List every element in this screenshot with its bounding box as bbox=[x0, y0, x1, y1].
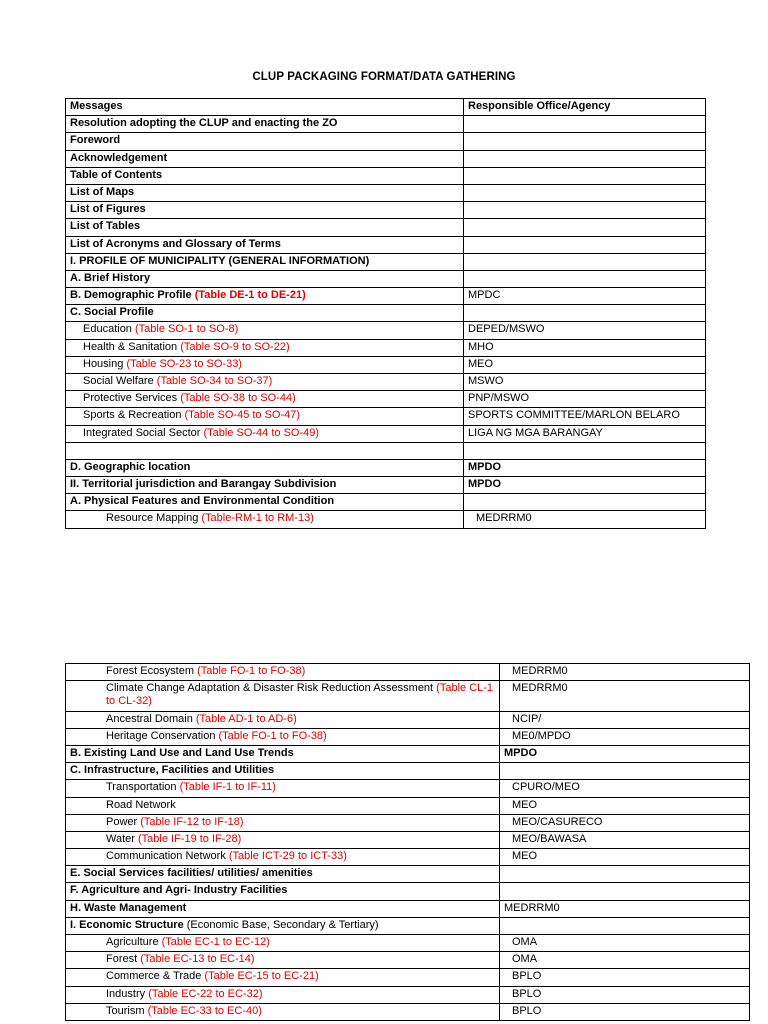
table-row bbox=[66, 408, 706, 425]
section-label: List of Maps bbox=[70, 185, 135, 198]
clup-table-part-1 bbox=[65, 98, 706, 529]
section-label: Power bbox=[106, 815, 141, 828]
section-label: Education bbox=[83, 323, 135, 336]
table-row bbox=[66, 849, 750, 866]
table-row bbox=[66, 917, 750, 934]
section-label: Protective Services bbox=[83, 392, 181, 405]
section-label: C. Social Profile bbox=[70, 306, 154, 319]
responsible-office-cell bbox=[464, 339, 706, 356]
responsible-office-cell bbox=[464, 288, 706, 305]
section-label: Forest bbox=[106, 953, 141, 966]
section-cell bbox=[66, 305, 464, 322]
section-cell bbox=[66, 681, 500, 711]
responsible-office-cell bbox=[464, 442, 706, 459]
section-label: C. Infrastructure, Facilities and Utilities bbox=[70, 764, 275, 777]
section-label: Housing bbox=[83, 357, 127, 370]
table-reference: (Table AD-1 to AD-6) bbox=[195, 712, 297, 725]
section-label: Heritage Conservation bbox=[106, 729, 219, 742]
responsible-office-cell bbox=[464, 253, 706, 270]
header-messages bbox=[66, 99, 464, 116]
table-row bbox=[66, 356, 706, 373]
table-row bbox=[66, 494, 706, 511]
table-row bbox=[66, 305, 706, 322]
table-reference: (Table EC-33 to EC-40) bbox=[147, 1004, 262, 1017]
responsible-office: OMA bbox=[512, 936, 538, 948]
table-reference: (Table FO-1 to FO-38) bbox=[197, 665, 306, 677]
section-cell bbox=[66, 831, 500, 848]
responsible-office: MPDO bbox=[468, 460, 501, 473]
section-label: Forest Ecosystem bbox=[106, 665, 198, 677]
section-label: Integrated Social Sector bbox=[83, 426, 204, 439]
responsible-office: MEO bbox=[468, 357, 494, 370]
section-cell bbox=[66, 322, 464, 339]
section-cell bbox=[66, 511, 464, 528]
responsible-office: Responsible Office/Agency bbox=[468, 100, 611, 112]
responsible-office-cell bbox=[500, 935, 750, 952]
responsible-office: MEO bbox=[512, 798, 538, 811]
section-cell bbox=[66, 849, 500, 866]
section-label: Ancestral Domain bbox=[106, 712, 196, 725]
responsible-office-cell bbox=[500, 745, 750, 762]
section-label: Transportation bbox=[106, 781, 180, 794]
table-row bbox=[66, 900, 750, 917]
section-cell bbox=[66, 711, 500, 728]
section-cell bbox=[66, 133, 464, 150]
table-row bbox=[66, 391, 706, 408]
section-cell bbox=[66, 184, 464, 201]
section-cell bbox=[66, 374, 464, 391]
table-reference: (Table EC-1 to EC-12) bbox=[161, 936, 270, 948]
responsible-office-cell bbox=[500, 986, 750, 1003]
table-row bbox=[66, 459, 706, 476]
responsible-office-cell bbox=[464, 425, 706, 442]
section-label: Foreword bbox=[70, 134, 121, 147]
responsible-office: SPORTS COMMITTEE/MARLON BELARO bbox=[468, 409, 680, 422]
table-row bbox=[66, 202, 706, 219]
table-row bbox=[66, 883, 750, 900]
section-label: Messages bbox=[70, 100, 123, 112]
responsible-office-cell bbox=[464, 408, 706, 425]
table-reference: (Table SO-34 to SO-37) bbox=[156, 375, 273, 387]
table-row bbox=[66, 935, 750, 952]
section-label: Tourism bbox=[106, 1004, 148, 1017]
table-reference: (Table EC-15 to EC-21) bbox=[204, 970, 319, 983]
section-cell bbox=[66, 339, 464, 356]
responsible-office: MEDRRM0 bbox=[512, 682, 568, 695]
table-row bbox=[66, 219, 706, 236]
section-cell bbox=[66, 900, 500, 917]
responsible-office: BPLO bbox=[512, 987, 542, 1000]
responsible-office: ME0/MPDO bbox=[512, 729, 571, 742]
section-cell bbox=[66, 167, 464, 184]
responsible-office: MPDC bbox=[468, 289, 501, 302]
table-row bbox=[66, 270, 706, 287]
table-row bbox=[66, 711, 750, 728]
responsible-office-cell bbox=[464, 494, 706, 511]
responsible-office: MEDRRM0 bbox=[512, 665, 568, 677]
table-row bbox=[66, 322, 706, 339]
section-cell bbox=[66, 408, 464, 425]
section-label: List of Figures bbox=[70, 203, 146, 216]
responsible-office: DEPED/MSWO bbox=[468, 323, 545, 336]
section-cell bbox=[66, 986, 500, 1003]
section-label: Water bbox=[106, 832, 138, 845]
responsible-office-cell bbox=[464, 219, 706, 236]
section-cell bbox=[66, 150, 464, 167]
section-cell bbox=[66, 866, 500, 883]
section-cell bbox=[66, 236, 464, 253]
section-cell bbox=[66, 780, 500, 797]
table-row bbox=[66, 969, 750, 986]
table-reference: (Table ICT-29 to ICT-33) bbox=[228, 850, 347, 863]
table-row bbox=[66, 1003, 750, 1020]
table-reference: (Table FO-1 to FO-38) bbox=[218, 729, 327, 742]
clup-table-part-2 bbox=[65, 663, 750, 1021]
responsible-office: MPDO bbox=[468, 477, 501, 490]
section-label: List of Tables bbox=[70, 220, 141, 233]
section-label: H. Waste Management bbox=[70, 901, 187, 914]
section-label: I. PROFILE OF MUNICIPALITY (GENERAL INFORMATION) bbox=[70, 254, 370, 267]
responsible-office: LIGA NG MGA BARANGAY bbox=[468, 426, 603, 439]
responsible-office-cell bbox=[500, 952, 750, 969]
table-row bbox=[66, 476, 706, 493]
responsible-office-cell bbox=[464, 202, 706, 219]
table-reference: (Table SO-1 to SO-8) bbox=[134, 323, 239, 336]
section-label: Social Welfare bbox=[83, 375, 157, 387]
responsible-office: MEO bbox=[512, 850, 538, 863]
table-row bbox=[66, 253, 706, 270]
section-label: A. Physical Features and Environmental Condition bbox=[70, 495, 335, 508]
table-row bbox=[66, 866, 750, 883]
table-row bbox=[66, 986, 750, 1003]
section-cell bbox=[66, 1003, 500, 1020]
responsible-office-cell bbox=[464, 374, 706, 391]
table-row bbox=[66, 442, 706, 459]
responsible-office-cell bbox=[500, 664, 750, 681]
responsible-office-cell bbox=[500, 814, 750, 831]
section-label: A. Brief History bbox=[70, 271, 151, 284]
table-reference: (Table SO-9 to SO-22) bbox=[180, 340, 290, 353]
document-title: CLUP PACKAGING FORMAT/DATA GATHERING bbox=[252, 71, 516, 83]
section-cell bbox=[66, 797, 500, 814]
table-row bbox=[66, 728, 750, 745]
table-reference: (Table SO-45 to SO-47) bbox=[184, 409, 301, 422]
section-cell bbox=[66, 476, 464, 493]
table-row bbox=[66, 339, 706, 356]
responsible-office-cell bbox=[500, 917, 750, 934]
section-label: Road Network bbox=[106, 798, 176, 811]
section-cell bbox=[66, 952, 500, 969]
section-cell bbox=[66, 219, 464, 236]
responsible-office: PNP/MSWO bbox=[468, 392, 530, 405]
responsible-office-cell bbox=[500, 900, 750, 917]
responsible-office: MEDRRM0 bbox=[504, 901, 560, 914]
table-reference: (Table IF-19 to IF-28) bbox=[138, 832, 242, 845]
responsible-office-cell bbox=[500, 780, 750, 797]
responsible-office-cell bbox=[464, 236, 706, 253]
table-reference: (Table DE-1 to DE-21) bbox=[194, 289, 306, 302]
section-cell bbox=[66, 202, 464, 219]
responsible-office-cell bbox=[464, 511, 706, 528]
responsible-office-cell bbox=[500, 831, 750, 848]
table-row bbox=[66, 664, 750, 681]
table-reference: (Table EC-13 to EC-14) bbox=[140, 953, 255, 966]
table-reference: (Table IF-12 to IF-18) bbox=[140, 815, 244, 828]
section-cell bbox=[66, 253, 464, 270]
table-row bbox=[66, 763, 750, 780]
table-row bbox=[66, 797, 750, 814]
table-row bbox=[66, 681, 750, 711]
section-label: B. Demographic Profile bbox=[70, 289, 195, 302]
responsible-office-cell bbox=[464, 270, 706, 287]
table-reference: (Table IF-1 to IF-11) bbox=[179, 781, 276, 794]
responsible-office: OMA bbox=[512, 953, 538, 966]
responsible-office-cell bbox=[464, 167, 706, 184]
section-label: Sports & Recreation bbox=[83, 409, 185, 422]
responsible-office-cell bbox=[500, 797, 750, 814]
section-cell bbox=[66, 664, 500, 681]
table-row bbox=[66, 133, 706, 150]
table-row bbox=[66, 374, 706, 391]
section-cell bbox=[66, 116, 464, 133]
responsible-office-cell bbox=[464, 356, 706, 373]
table-row bbox=[66, 288, 706, 305]
table-row bbox=[66, 116, 706, 133]
responsible-office-cell bbox=[464, 459, 706, 476]
section-label: D. Geographic location bbox=[70, 460, 191, 473]
section-cell bbox=[66, 883, 500, 900]
section-label: Agriculture bbox=[106, 936, 162, 948]
section-cell bbox=[66, 763, 500, 780]
section-label: List of Acronyms and Glossary of Terms bbox=[70, 237, 281, 250]
table-reference: (Table SO-44 to SO-49) bbox=[203, 426, 320, 439]
responsible-office-cell bbox=[464, 305, 706, 322]
responsible-office-cell bbox=[500, 1003, 750, 1020]
table-reference: (Table-RM-1 to RM-13) bbox=[201, 512, 314, 525]
responsible-office-cell bbox=[464, 476, 706, 493]
header-responsible-office bbox=[464, 99, 706, 116]
section-label: F. Agriculture and Agri- Industry Facilities bbox=[70, 884, 288, 897]
section-cell bbox=[66, 745, 500, 762]
section-cell bbox=[66, 969, 500, 986]
responsible-office: MSWO bbox=[468, 375, 504, 387]
section-label: Health & Sanitation bbox=[83, 340, 181, 353]
table-row bbox=[66, 745, 750, 762]
section-label: Communication Network bbox=[106, 850, 229, 863]
section-cell bbox=[66, 356, 464, 373]
responsible-office-cell bbox=[500, 969, 750, 986]
responsible-office-cell bbox=[500, 681, 750, 711]
section-cell bbox=[66, 425, 464, 442]
section-cell bbox=[66, 270, 464, 287]
table-header-row bbox=[66, 99, 706, 116]
responsible-office-cell bbox=[464, 184, 706, 201]
table-reference: (Table SO-38 to SO-44) bbox=[180, 392, 296, 405]
responsible-office-cell bbox=[500, 711, 750, 728]
table-reference: (Table SO-23 to SO-33) bbox=[126, 357, 242, 370]
section-label: I. Economic Structure bbox=[70, 918, 184, 931]
table-reference: (Table EC-22 to EC-32) bbox=[148, 987, 263, 1000]
table-row bbox=[66, 167, 706, 184]
section-label: Commerce & Trade bbox=[106, 970, 205, 983]
responsible-office-cell bbox=[464, 150, 706, 167]
responsible-office: NCIP/ bbox=[512, 712, 542, 725]
responsible-office: MHO bbox=[468, 340, 494, 353]
section-cell bbox=[66, 494, 464, 511]
responsible-office-cell bbox=[464, 322, 706, 339]
responsible-office-cell bbox=[500, 883, 750, 900]
section-cell bbox=[66, 288, 464, 305]
section-note: (Economic Base, Secondary & Tertiary) bbox=[183, 918, 379, 931]
responsible-office-cell bbox=[500, 728, 750, 745]
section-cell bbox=[66, 459, 464, 476]
section-label: Resolution adopting the CLUP and enacting the ZO bbox=[70, 117, 338, 130]
responsible-office: MPDO bbox=[504, 746, 537, 759]
section-label: Table of Contents bbox=[70, 168, 163, 181]
section-cell bbox=[66, 442, 464, 459]
responsible-office-cell bbox=[464, 391, 706, 408]
section-cell bbox=[66, 391, 464, 408]
table-row bbox=[66, 425, 706, 442]
table-row bbox=[66, 814, 750, 831]
table-row bbox=[66, 150, 706, 167]
responsible-office: MEDRRM0 bbox=[476, 512, 532, 525]
responsible-office: BPLO bbox=[512, 970, 542, 983]
responsible-office: MEO/CASURECO bbox=[512, 815, 603, 828]
section-label: B. Existing Land Use and Land Use Trends bbox=[70, 746, 294, 759]
section-cell bbox=[66, 814, 500, 831]
table-row bbox=[66, 236, 706, 253]
table-row bbox=[66, 184, 706, 201]
table-row bbox=[66, 511, 706, 528]
section-cell bbox=[66, 917, 500, 934]
table-row bbox=[66, 831, 750, 848]
responsible-office: MEO/BAWASA bbox=[512, 832, 587, 845]
section-label: II. Territorial jurisdiction and Barangay Subdivision bbox=[70, 477, 337, 490]
section-label: Climate Change Adaptation & Disaster Risk Reduction Assessment bbox=[106, 682, 437, 695]
section-label: Acknowledgement bbox=[70, 151, 168, 164]
section-cell bbox=[66, 935, 500, 952]
table-row bbox=[66, 780, 750, 797]
responsible-office-cell bbox=[500, 849, 750, 866]
section-label: Industry bbox=[106, 987, 149, 1000]
section-label: E. Social Services facilities/ utilities/ amenities bbox=[70, 867, 313, 880]
responsible-office-cell bbox=[500, 763, 750, 780]
responsible-office-cell bbox=[464, 133, 706, 150]
section-cell bbox=[66, 728, 500, 745]
responsible-office: CPURO/MEO bbox=[512, 781, 580, 794]
responsible-office-cell bbox=[464, 116, 706, 133]
section-label: Resource Mapping bbox=[106, 512, 202, 525]
table-row bbox=[66, 952, 750, 969]
responsible-office-cell bbox=[500, 866, 750, 883]
responsible-office: BPLO bbox=[512, 1004, 542, 1017]
table-reference: (Table CL-1 to CL-32) bbox=[106, 682, 494, 708]
